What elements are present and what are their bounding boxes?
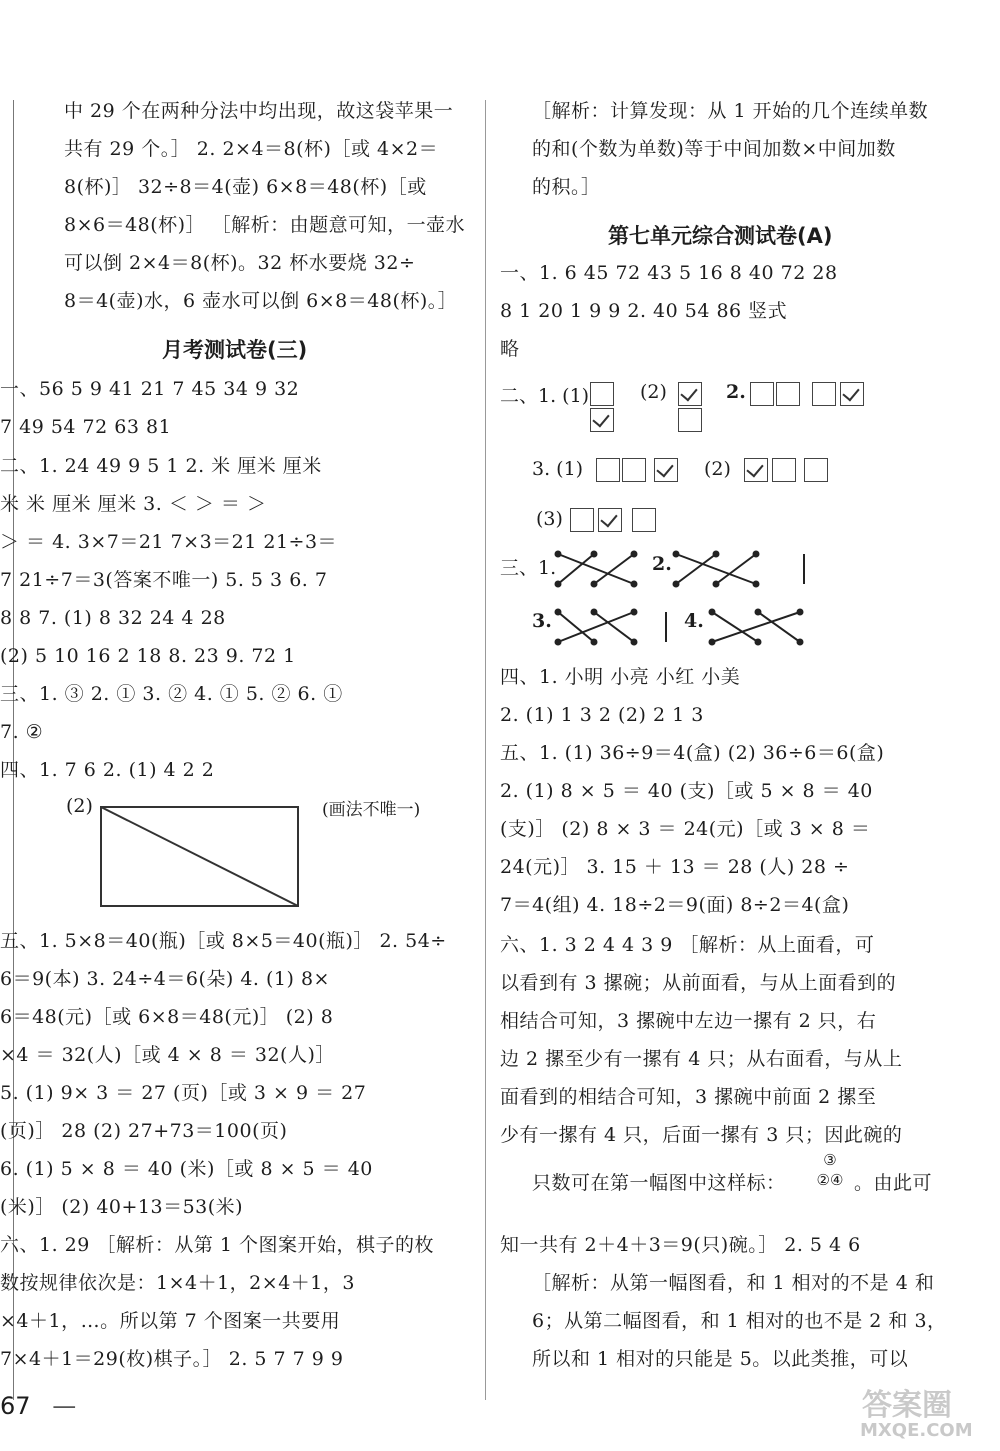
mark-top: ③ — [823, 1151, 837, 1169]
text-line: 7×4＋1＝29(枚)棋子。］ 2. 5 7 7 9 9 — [0, 1348, 344, 1370]
q3-label: 三、1. — [500, 557, 557, 579]
answer-box-checked — [590, 408, 614, 432]
q2-part-label: (3) — [536, 508, 563, 530]
answer-box — [570, 508, 594, 532]
answer-box — [772, 458, 796, 482]
text-line: 边 2 摞至少有一摞有 4 只；从右面看，与从上 — [500, 1048, 903, 1070]
page-number-text: 67 — [0, 1392, 31, 1420]
text-line: 数按规律依次是：1×4＋1，2×4＋1，3 — [0, 1272, 355, 1294]
text-line: 7 49 54 72 63 81 — [0, 416, 172, 438]
column-divider — [485, 100, 486, 1400]
text-line: (页)］ 28 (2) 27+73＝100(页) — [0, 1120, 288, 1142]
answer-box-checked — [744, 458, 768, 482]
text-line: 2. (1) 1 3 2 (2) 2 1 3 — [500, 704, 704, 726]
text-line: 米 米 厘米 厘米 3. ＜ ＞ ＝ ＞ — [0, 493, 267, 515]
watermark-text: 答案圈 — [862, 1388, 952, 1423]
text-line: 二、1. 24 49 9 5 1 2. 米 厘米 厘米 — [0, 455, 322, 477]
text-line: 一、1. 6 45 72 43 5 16 8 40 72 28 — [500, 262, 838, 284]
text-line: 6. (1) 5 × 8 ＝ 40 (米)［或 8 × 5 ＝ 40 — [0, 1158, 373, 1180]
answer-box — [596, 458, 620, 482]
text-line: 共有 29 个。］ 2. 2×4＝8(杯)［或 4×2＝ — [64, 138, 439, 160]
text-line: (支)］ (2) 8 × 3 ＝ 24(元)［或 3 × 8 ＝ — [500, 818, 871, 840]
text-line: 5. (1) 9× 3 ＝ 27 (页)［或 3 × 9 ＝ 27 — [0, 1082, 367, 1104]
text-line: 知一共有 2＋4＋3＝9(只)碗。］ 2. 5 4 6 — [500, 1234, 861, 1256]
page-dash: — — [52, 1392, 77, 1420]
answer-box — [678, 408, 702, 432]
text-line: 五、1. (1) 36÷9＝4(盒) (2) 36÷6＝6(盒) — [500, 742, 885, 764]
answer-box — [804, 458, 828, 482]
section-title: 第七单元综合测试卷(A) — [608, 224, 833, 248]
q2-part-label: 3. (1) — [532, 458, 584, 480]
text-line: (2) 5 10 16 2 18 8. 23 9. 72 1 — [0, 645, 296, 667]
matching-diagram-3 — [554, 606, 638, 648]
text-line: ［解析：从第一幅图看，和 1 相对的不是 4 和 — [532, 1272, 935, 1294]
text-line: ＞ ＝ 4. 3×7＝21 7×3＝21 21÷3＝ — [0, 531, 338, 553]
text-line: 6＝9(本) 3. 24÷4＝6(朵) 4. (1) 8× — [0, 968, 330, 990]
figure-label: (2) — [66, 795, 93, 817]
text-line: (米)］ (2) 40+13＝53(米) — [0, 1196, 244, 1218]
q3-part-label: 2. — [652, 553, 672, 575]
text-line: 8 1 20 1 9 9 2. 40 54 86 竖式 — [500, 300, 788, 322]
answer-box — [776, 382, 800, 406]
text-line: 面看到的相结合可知，3 摞碗中前面 2 摞至 — [500, 1086, 877, 1108]
text-line: 中 29 个在两种分法中均出现，故这袋苹果一 — [64, 100, 454, 122]
q3-part-label: 4. — [684, 610, 704, 632]
text-line: 五、1. 5×8＝40(瓶)［或 8×5＝40(瓶)］ 2. 54÷ — [0, 930, 447, 952]
q2-part-label: (2) — [704, 458, 731, 480]
text-line: 三、1. ③ 2. ① 3. ② 4. ① 5. ② 6. ① — [0, 683, 343, 705]
answer-box-checked — [678, 382, 702, 406]
figure-note: (画法不唯一) — [322, 800, 421, 820]
answer-box — [590, 382, 614, 406]
answer-box — [812, 382, 836, 406]
text-line: 24(元)］ 3. 15 ＋ 13 ＝ 28 (人) 28 ÷ — [500, 856, 850, 878]
text-line: 少有一摞有 4 只，后面一摞有 3 只；因此碗的 — [500, 1124, 903, 1146]
q2-part-label: 2. — [726, 381, 746, 403]
text-line: ［解析：计算发现：从 1 开始的几个连续单数 — [532, 100, 929, 122]
answer-box-checked — [840, 382, 864, 406]
text-line: 以看到有 3 摞碗；从前面看，与从上面看到的 — [500, 972, 897, 994]
text-line: 四、1. 7 6 2. (1) 4 2 2 — [0, 759, 215, 781]
text-line: 。由此可 — [854, 1172, 933, 1194]
watermark-logo — [862, 1380, 952, 1424]
text-line: 只数可在第一幅图中这样标： — [532, 1172, 786, 1194]
text-line: 六、1. 29 ［解析：从第 1 个图案开始，棋子的枚 — [0, 1234, 435, 1256]
text-line: 相结合可知，3 摞碗中左边一摞有 2 只，右 — [500, 1010, 877, 1032]
text-line: 四、1. 小明 小亮 小红 小美 — [500, 666, 741, 688]
text-line: 8 8 7. (1) 8 32 24 4 28 — [0, 607, 226, 629]
section-title: 月考测试卷(三) — [162, 338, 308, 362]
text-line: ×4 ＝ 32(人)［或 4 × 8 ＝ 32(人)］ — [0, 1044, 335, 1066]
text-line: 可以倒 2×4＝8(杯)。32 杯水要烧 32÷ — [64, 252, 416, 274]
text-line: 六、1. 3 2 4 4 3 9 ［解析：从上面看，可 — [500, 934, 875, 956]
text-line: 的和(个数为单数)等于中间加数×中间加数 — [532, 138, 896, 160]
matching-diagram-2 — [672, 548, 822, 590]
watermark-url-text: MXQE.COM — [860, 1420, 973, 1441]
text-line: 的积。］ — [532, 176, 601, 198]
answer-box — [750, 382, 774, 406]
mark-bottom: ②④ — [816, 1171, 844, 1189]
matching-diagram-1 — [554, 548, 638, 590]
text-line: ×4＋1，…。所以第 7 个图案一共要用 — [0, 1310, 341, 1332]
text-line: 略 — [500, 338, 520, 360]
watermark-url — [860, 1420, 973, 1441]
text-line: 7 21÷7＝3(答案不唯一) 5. 5 3 6. 7 — [0, 569, 328, 591]
text-line: 7. ② — [0, 721, 44, 743]
text-line: 6；从第二幅图看，和 1 相对的也不是 2 和 3， — [532, 1310, 947, 1332]
text-line: 6＝48(元)［或 6×8＝48(元)］ (2) 8 — [0, 1006, 334, 1028]
bowl-mark-figure — [808, 1150, 852, 1190]
page-number — [0, 1392, 76, 1420]
text-line: 一、56 5 9 41 21 7 45 34 9 32 — [0, 378, 300, 400]
answer-box-checked — [598, 508, 622, 532]
answer-box — [632, 508, 656, 532]
answer-box-checked — [654, 458, 678, 482]
matching-diagram-3b — [658, 606, 674, 648]
text-line: 8(杯)］ 32÷8＝4(壶) 6×8＝48(杯)［或 — [64, 176, 427, 198]
text-line: 8＝4(壶)水，6 壶水可以倒 6×8＝48(杯)。］ — [64, 290, 458, 312]
q2-part-label: (2) — [640, 381, 667, 403]
answer-box — [622, 458, 646, 482]
rectangle-diagram — [100, 806, 300, 908]
text-line: 2. (1) 8 × 5 ＝ 40 (支)［或 5 × 8 ＝ 40 — [500, 780, 873, 802]
text-line: 8×6＝48(杯)］ ［解析：由题意可知，一壶水 — [64, 214, 466, 236]
q2-label: 二、1. (1) — [500, 385, 590, 407]
q3-part-label: 3. — [532, 610, 552, 632]
matching-diagram-4 — [708, 606, 808, 648]
text-line: 7＝4(组) 4. 18÷2＝9(面) 8÷2＝4(盒) — [500, 894, 850, 916]
text-line: 所以和 1 相对的只能是 5。以此类推，可以 — [532, 1348, 909, 1370]
